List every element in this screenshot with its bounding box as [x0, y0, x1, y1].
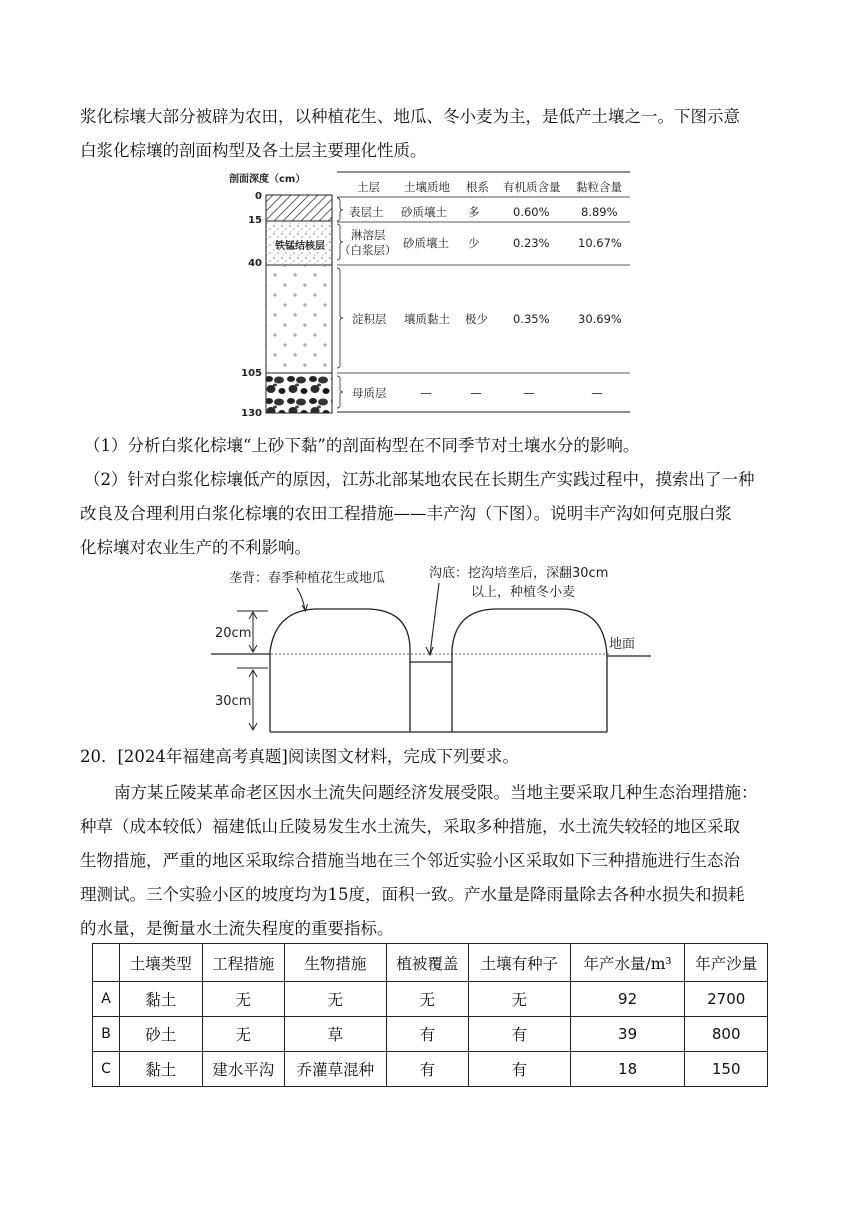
table-cell: 92	[570, 982, 685, 1017]
profile-row2-organic: 0.23%	[513, 236, 550, 250]
table-cell: C	[93, 1052, 120, 1087]
table-cell: B	[93, 1017, 120, 1052]
profile-row4-roots: —	[470, 386, 482, 400]
table-cell: 150	[685, 1052, 768, 1087]
table-header-biological: 生物措施	[285, 944, 387, 982]
profile-row3-texture: 壤质黏土	[404, 312, 450, 326]
table-cell: 2700	[685, 982, 768, 1017]
table-header-row	[93, 944, 768, 982]
table-header-soil-type: 土壤类型	[120, 944, 203, 982]
table-header-vegetation: 植被覆盖	[386, 944, 469, 982]
profile-row2-layer-sub: （白浆层）	[339, 243, 397, 257]
table-cell: 无	[386, 982, 469, 1017]
q20-para-line-1: 南方某丘陵某革命老区因水土流失问题经济发展受限。当地主要采取几种生态治理措施：	[114, 783, 758, 802]
profile-row2-layer: 淋溶层	[351, 228, 386, 242]
profile-row1-texture: 砂质壤土	[401, 205, 447, 219]
profile-row3-layer: 淀积层	[352, 312, 387, 326]
table-cell: 无	[469, 982, 571, 1017]
table-cell: 建水平沟	[202, 1052, 285, 1087]
table-cell: 无	[202, 982, 285, 1017]
table-header-blank	[93, 944, 120, 982]
table-header-seeds: 土壤有种子	[469, 944, 571, 982]
table-header-sediment-yield: 年产沙量	[685, 944, 768, 982]
ridge-label: 垄背：春季种植花生或地瓜	[229, 571, 386, 586]
profile-row4-organic: —	[523, 386, 535, 400]
profile-row3-clay: 30.69%	[578, 312, 622, 326]
table-cell: 无	[285, 982, 387, 1017]
table-cell: 有	[386, 1052, 469, 1087]
profile-header-organic: 有机质含量	[503, 180, 561, 194]
depth-title: 剖面深度（cm）	[229, 174, 306, 185]
question-1: （1）分析白浆化棕壤“上砂下黏”的剖面构型在不同季节对土壤水分的影响。	[84, 436, 640, 455]
profile-row1-clay: 8.89%	[581, 205, 618, 219]
q20-para-line-5: 的水量，是衡量水土流失程度的重要指标。	[80, 919, 394, 938]
depth-105: 105	[241, 368, 262, 379]
table-cell: 乔灌草混种	[285, 1052, 387, 1087]
bottom-arrow	[430, 583, 439, 654]
ground-label: 地面	[609, 637, 636, 652]
ridge-left	[270, 609, 410, 732]
question-2-line-2: 改良及合理利用白浆化棕壤的农田工程措施——丰产沟（下图）。说明丰产沟如何克服白浆	[80, 504, 732, 523]
table-cell: 800	[685, 1017, 768, 1052]
table-cell: 无	[202, 1017, 285, 1052]
ridge-right	[452, 609, 607, 732]
table-cell: 砂土	[120, 1017, 203, 1052]
table-row	[93, 982, 768, 1017]
q20-para-line-2: 种草（成本较低）福建低山丘陵易发生水土流失，采取多种措施，水土流失较轻的地区采取	[80, 817, 740, 836]
table-row	[93, 1052, 768, 1087]
ridge-arrow	[297, 588, 305, 610]
profile-row4-texture: —	[420, 386, 432, 400]
profile-row2-clay: 10.67%	[578, 236, 622, 250]
profile-row4-clay: —	[591, 386, 603, 400]
table-cell: 有	[469, 1052, 571, 1087]
profile-row2-texture: 砂质壤土	[403, 236, 449, 250]
question-2-line-1: （2）针对白浆化棕壤低产的原因，江苏北部某地农民在长期生产实践过程中，摸索出了一种	[84, 470, 755, 489]
table-header-water-yield: 年产水量/m³	[570, 944, 685, 982]
table-cell: A	[93, 982, 120, 1017]
depth-130: 130	[241, 408, 262, 419]
bottom-label-1: 沟底：挖沟培垄后，深翻30cm	[429, 566, 609, 581]
table-cell: 黏土	[120, 1052, 203, 1087]
profile-row1-organic: 0.60%	[513, 205, 550, 219]
intro-line-1: 浆化棕壤大部分被辟为农田，以种植花生、地瓜、冬小麦为主，是低产土壤之一。下图示意	[80, 107, 740, 126]
dim-30cm: 30cm	[215, 694, 252, 709]
question-2-line-3: 化棕壤对农业生产的不利影响。	[80, 538, 311, 557]
profile-row4-layer: 母质层	[352, 386, 387, 400]
profile-row3-organic: 0.35%	[513, 312, 550, 326]
profile-header-layer: 土层	[357, 180, 380, 194]
bottom-label-2: 以上，种植冬小麦	[471, 585, 576, 600]
depth-0: 0	[255, 191, 262, 202]
profile-header-texture: 土壤质地	[404, 180, 450, 194]
profile-row1-layer: 表层土	[349, 205, 384, 219]
intro-line-2: 白浆化棕壤的剖面构型及各土层主要理化性质。	[80, 141, 427, 160]
table-row	[93, 1017, 768, 1052]
table-cell: 39	[570, 1017, 685, 1052]
table-cell: 黏土	[120, 982, 203, 1017]
table-cell: 18	[570, 1052, 685, 1087]
table-header-engineering: 工程措施	[202, 944, 285, 982]
profile-header-roots: 根系	[466, 180, 489, 194]
profile-header-clay: 黏粒含量	[576, 180, 622, 194]
q20-para-line-3: 生物措施，严重的地区采取综合措施当地在三个邻近实验小区采取如下三种措施进行生态治	[80, 851, 740, 870]
table-cell: 草	[285, 1017, 387, 1052]
profile-row3-roots: 极少	[465, 312, 488, 326]
depth-15: 15	[248, 215, 262, 226]
layer-tag: 铁锰结核层	[275, 241, 325, 252]
q20-para-line-4: 理测试。三个实验小区的坡度均为15度，面积一致。产水量是降雨量除去各种水损失和损耗	[80, 885, 745, 904]
table-cell: 有	[469, 1017, 571, 1052]
depth-40: 40	[248, 258, 262, 269]
profile-row2-roots: 少	[468, 236, 480, 250]
profile-row1-roots: 多	[468, 205, 480, 219]
experiment-table	[92, 943, 768, 1087]
q20-title: 20．[2024年福建高考真题]阅读图文材料，完成下列要求。	[80, 747, 519, 766]
table-cell: 有	[386, 1017, 469, 1052]
dim-20cm: 20cm	[215, 626, 252, 641]
